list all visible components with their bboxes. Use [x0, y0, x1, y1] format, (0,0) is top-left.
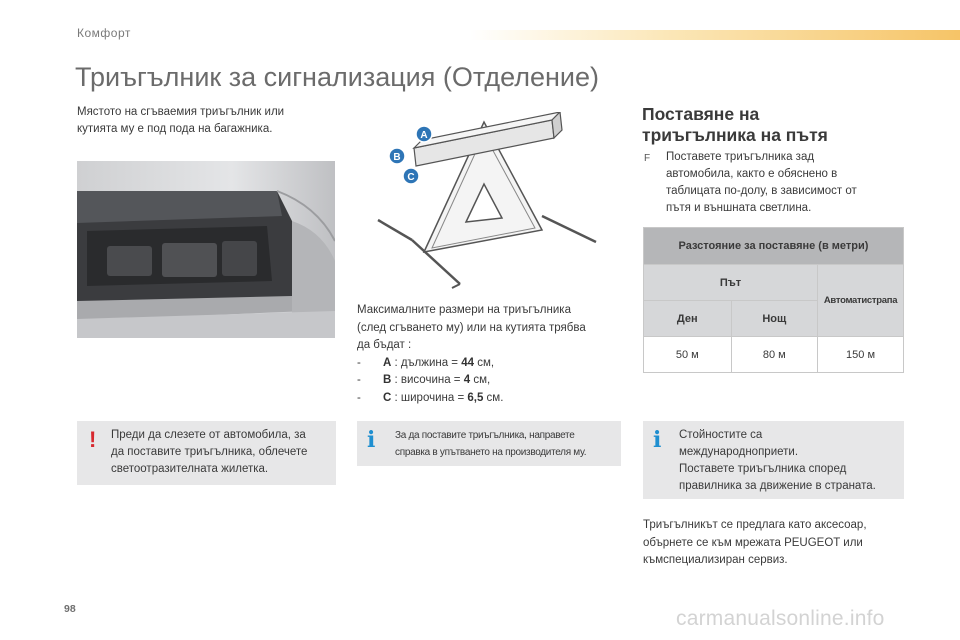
watermark: carmanualsonline.info	[676, 607, 885, 630]
section-label: Комфорт	[77, 26, 131, 40]
distance-table	[643, 227, 904, 373]
dimensions-text	[357, 302, 622, 407]
triangle-foot-right	[542, 216, 596, 242]
dim-item-b: - B : височина = 4 см,	[357, 374, 491, 386]
table-highway-value: 150 м	[818, 337, 904, 373]
table-night-value: 80 м	[731, 337, 818, 373]
dims-line: (след сгъването му) или на кутията трябва	[357, 321, 586, 334]
accessory-text: Триъгълникът се предлага като аксесоар, обърнете се към мрежата PEUGEOT или къмспециализиран сервиз.	[643, 519, 867, 566]
placing-title: Поставяне на триъгълника на пътя	[642, 104, 828, 145]
warning-icon: !	[89, 427, 97, 452]
trunk-photo-image	[77, 161, 335, 338]
dims-line: да бъдат :	[357, 339, 412, 351]
svg-text:C: C	[407, 172, 415, 183]
label-b-badge	[389, 148, 405, 164]
triangle-foot-left	[378, 220, 412, 240]
page-number: 98	[64, 603, 76, 615]
dim-item-a: - A : дължина = 44 см,	[357, 356, 495, 369]
info-box-manufacturer: i За да поставите триъгълника, направете справка в упътването на производителя му.	[357, 421, 621, 466]
label-a-badge	[416, 126, 432, 142]
svg-text:A: A	[420, 130, 428, 141]
table-day-value: 50 м	[644, 337, 732, 373]
svg-text:B: B	[393, 152, 401, 163]
trunk-photo	[77, 161, 335, 338]
info-icon: i	[367, 427, 376, 453]
dim-item-c: - C : широчина = 6,5 см.	[357, 391, 504, 404]
table-header: Разстояние за поставяне (в метри)	[644, 228, 904, 265]
placing-bullet: F Поставете триъгълника зад автомобила, както е обяснено в таблицата по-долу, в зависимост от пътя и външната светлина.	[644, 149, 904, 217]
intro-text	[77, 104, 337, 138]
info-icon: i	[653, 427, 662, 453]
page-title: Триъгълник за сигнализация (Отделение)	[75, 62, 599, 92]
triangle-illustration	[372, 112, 604, 292]
intro-line: Мястото на сгъваемия триъгълник или	[77, 106, 285, 118]
label-c-badge	[403, 168, 419, 184]
bullet-mark: F	[644, 153, 651, 164]
header-accent-bar	[470, 30, 960, 40]
dims-line: Максималните размери на триъгълника	[357, 304, 571, 316]
table-highway-header: Автоматистрапа	[818, 265, 904, 337]
table-road-header: Път	[644, 265, 818, 301]
info-box-values: i Стойностите са международноприети. Поставете триъгълника според правилника за движение в страната.	[643, 421, 904, 499]
intro-line: кутията му е под пода на багажника.	[77, 123, 273, 135]
table-day-header: Ден	[644, 301, 732, 337]
table-night-header: Нощ	[731, 301, 818, 337]
warning-box: ! Преди да слезете от автомобила, за да поставите триъгълника, облечете светоотразителната жилетка.	[77, 421, 336, 485]
